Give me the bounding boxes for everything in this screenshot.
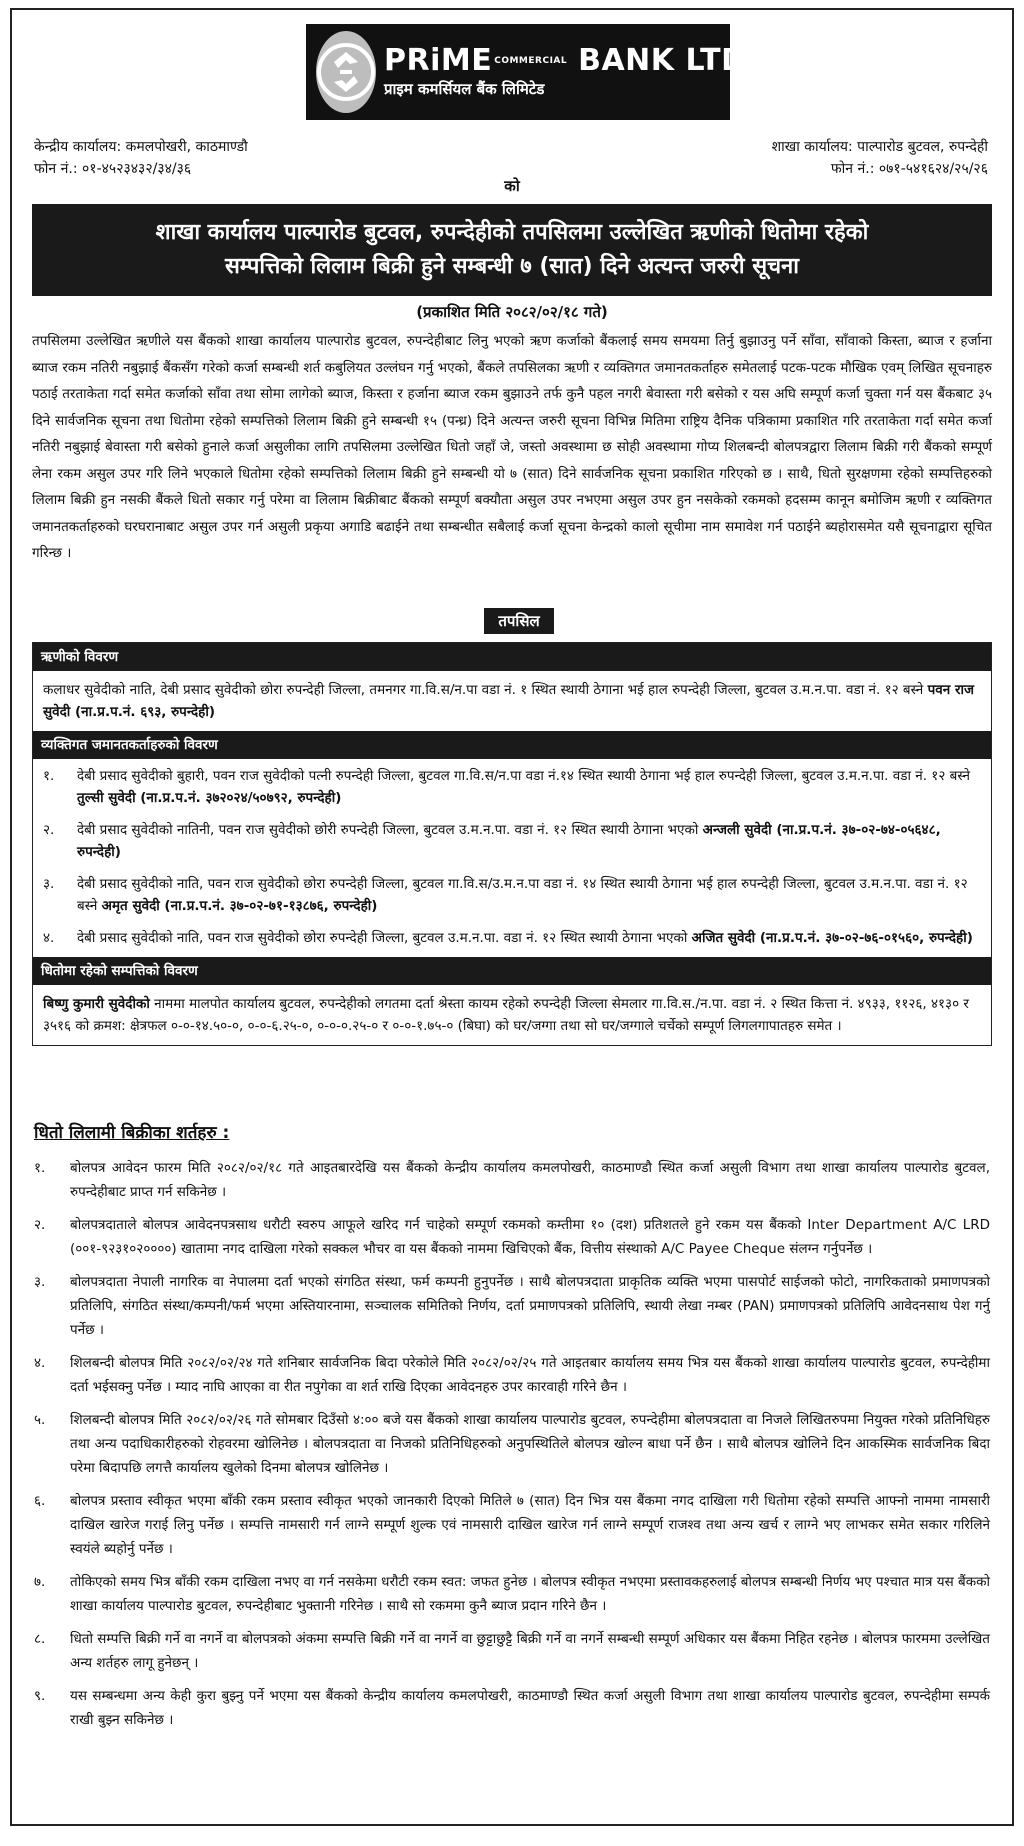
condition-number: ८. bbox=[34, 1631, 46, 1647]
logo-name: PRiME bbox=[384, 43, 493, 78]
guarantor-text bbox=[77, 927, 981, 949]
guarantor-number: १. bbox=[43, 768, 55, 784]
logo-bank: BANK LTD. bbox=[578, 43, 759, 78]
property-text: नाममा मालपोत कार्यालय बुटवल, रुपन्देहीको लगतमा दर्ता श्रेस्ता कायम रहेको रुपन्देही जिल्ला सेमलार गा.वि.स./न.पा. वडा नं. २ स्थित कित्ता नं. ४९३३, ११२६, ४१३० र ३५१६ को क्रमश: क्षेत्रफल ०-०-१४.५०-०, ०-०-६.२५-०, ०-०-०.२५-० र ०-०-१.७५-० (बिघा) को घर/जग्गा तथा सो घर/जग्गाले चर्चेको सम्पूर्ण लिगलगापातहरु समेत । bbox=[43, 996, 969, 1034]
guarantors-heading: व्यक्तिगत जमानतकर्ताहरुको विवरण bbox=[33, 731, 991, 759]
borrower-details bbox=[33, 671, 991, 731]
condition-number: ५. bbox=[34, 1412, 46, 1428]
guarantor-desc: देबी प्रसाद सुवेदीको बुहारी, पवन राज सुवेदीको पत्नी रुपन्देही जिल्ला, बुटवल गा.वि.स/न.पा वडा नं.१४ स्थित स्थायी ठेगाना भई हाल रुपन्देही जिल्ला, बुटवल उ.म.न.पा. वडा नं. १२ बस्ने bbox=[77, 768, 970, 784]
published-date: (प्रकाशित मिति २०८२/०२/१८ गते) bbox=[416, 303, 608, 321]
guarantor-name: अजित सुवेदी (ना.प्र.प.नं. ३७-०२-७६-०१५६०, रुपन्देही) bbox=[691, 930, 973, 946]
guarantors-list bbox=[33, 759, 991, 957]
guarantor-item bbox=[33, 921, 991, 957]
logo-commercial: COMMERCIAL bbox=[494, 56, 568, 66]
condition-number: ३. bbox=[34, 1274, 46, 1290]
notice-title bbox=[32, 204, 992, 296]
notice-title-line2: सम्पत्तिको लिलाम बिक्री हुने सम्बन्धी ७ (सात) दिने अत्यन्त जरुरी सूचना bbox=[225, 254, 799, 279]
condition-number: २. bbox=[34, 1217, 46, 1233]
guarantor-item bbox=[33, 759, 991, 813]
condition-text: शिलबन्दी बोलपत्र मिति २०८२/०२/२४ गते शनिबार सार्वजनिक बिदा परेकोले मिति २०८२/०२/२५ गते आइतबार कार्यालय समय भित्र यस बैंकको शाखा कार्यालय पाल्पारोड बुटवल, रुपन्देहीमा दर्ता भईसक्नु पर्नेछ । म्याद नाघि आएका वा रीत नपुगेका वा शर्त राखि दिएका आवेदनहरु उपर कारवाही गरिने छैन । bbox=[70, 1355, 990, 1395]
guarantor-desc: देबी प्रसाद सुवेदीको नातिनी, पवन राज सुवेदीको छोरी रुपन्देही जिल्ला, बुटवल उ.म.न.पा. वडा नं. १२ स्थित स्थायी ठेगाना भएको bbox=[77, 822, 699, 838]
condition-item bbox=[34, 1213, 990, 1261]
logo-nepali-name: प्राइम कमर्सियल बैंक लिमिटेड bbox=[384, 80, 545, 98]
property-details bbox=[33, 985, 991, 1045]
condition-text: बोलपत्रदाताले बोलपत्र आवेदनपत्रसाथ धरौटी स्वरुप आफूले खरिद गर्न चाहेको सम्पूर्ण रकमको कम्तीमा १० (दश) प्रतिशतले हुने रकम यस बैंकको Inter Department A/C LRD (००१-९२३१०२००००) खातामा नगद दाखिला गरेको सक्कल भौचर वा यस बैंकको नाममा खिचिएको बैंक, वित्तीय संस्थाको A/C Payee Cheque संलग्न गर्नुपर्नेछ । bbox=[70, 1217, 990, 1257]
guarantor-item bbox=[33, 813, 991, 867]
notice-title-line1: शाखा कार्यालय पाल्पारोड बुटवल, रुपन्देहीको तपसिलमा उल्लेखित ऋणीको धितोमा रहेको bbox=[155, 220, 869, 245]
condition-item bbox=[34, 1570, 990, 1618]
central-office-address: केन्द्रीय कार्यालय: कमलपोखरी, काठमाण्डौ bbox=[34, 139, 248, 155]
condition-item bbox=[34, 1270, 990, 1342]
guarantor-item bbox=[33, 867, 991, 921]
logo-emblem-icon bbox=[316, 31, 376, 113]
guarantor-number: २. bbox=[43, 822, 55, 838]
borrower-heading: ऋणीको विवरण bbox=[33, 643, 991, 671]
conditions-list bbox=[34, 1156, 990, 1741]
intro-paragraph: तपसिलमा उल्लेखित ऋणीले यस बैंकको शाखा कार्यालय पाल्पारोड बुटवल, रुपन्देहीबाट लिनु भएको ऋण कर्जाको बैंकलाई समय समयमा तिर्नु बुझाउनु पर्ने साँवा, साँवाको किस्ता, ब्याज र हर्जाना ब्याज रकम नतिरी नबुझाई बैंकसँग गरेको कर्जा सम्बन्धी शर्त कबुलियत उल्लंघन गर्नु भएको, बैंकले तपसिलका ऋणी र व्यक्तिगत जमानतकर्ताहरु समेतलाई पटक-पटक मौखिक एवम् लिखित सूचनाहरु पठाई तरताकेता गर्दा समेत कर्जाको साँवा तथा सोमा लागेको ब्याज, किस्ता र हर्जाना ब्याज रकम बुझाउने तर्फ कुनै पहल नगरी बेवास्ता गरी बसेको र यस अघि सम्पूर्ण कर्जा चुक्ता गर्न यस बैंकबाट ३५ दिने सार्वजनिक सूचना तथा धितोमा रहेको सम्पत्तिको लिलाम बिक्री हुने सम्बन्धी १५ (पन्ध्र) दिने अत्यन्त जरुरी सूचना विभिन्न मितिमा राष्ट्रिय दैनिक पत्रिकामा प्रकाशित गरि तरताकेता गर्दा समेत कर्जा नतिरी नबुझाई बेवास्ता गरी बसेको हुनाले कर्जा असुलीका लागि तपसिलमा उल्लेखित धितो जहाँ जे, जस्तो अवस्थामा छ सोही अवस्थामा गोप्य शिलबन्दी बोलपत्रद्वारा लिलाम बिक्री गरी बैंकको सम्पूर्ण लेना रकम असुल उपर गरि लिने भएकाले धितोमा रहेको सम्पत्तिको लिलाम बिक्री हुने सम्बन्धी यो ७ (सात) दिने सार्वजनिक सूचना प्रकाशित गरिएको छ । साथै, धितो सुरक्षणमा रहेको सम्पत्तिहरुको लिलाम बिक्री हुन नसकी बैंकले धितो सकार गर्नु परेमा वा लिलाम बिक्रीबाट बैंकको सम्पूर्ण बक्यौता असुल उपर नभएमा असुल उपर हुन नसकेको रकमको हदसम्म कानून बमोजिम ऋणी र व्यक्तिगत जमानतकर्ताहरुको घरघरानाबाट असुल उपर गर्न असुली प्रकृया अगाडि बढाईने तथा सम्बन्धीत सबैलाई कर्जा सूचना केन्द्रको कालो सूचीमा नाम समावेश गर्न पठाईने ब्यहोरासमेत यसै सूचनाद्वारा सूचित गरिन्छ । bbox=[32, 333, 992, 561]
condition-number: ७. bbox=[34, 1574, 46, 1590]
logo-text bbox=[384, 44, 758, 100]
conditions-title: धितो लिलामी बिक्रीका शर्तहरु : bbox=[34, 1123, 230, 1143]
guarantor-number: ४. bbox=[43, 930, 55, 946]
condition-text: तोकिएको समय भित्र बाँकी रकम दाखिला नभए वा गर्न नसकेमा धरौटी रकम स्वत: जफत हुनेछ । बोलपत्र स्वीकृत नभएमा प्रस्तावकहरुलाई बोलपत्र सम्बन्धी निर्णय भए पश्चात मात्र यस बैंकको शाखा कार्यालय पाल्पारोड बुटवल, रुपन्देहीबाट भुक्तानी गरिनेछ । साथै सो रकममा कुनै ब्याज प्रदान गरिने छैन । bbox=[70, 1574, 990, 1614]
guarantor-desc: देबी प्रसाद सुवेदीको नाति, पवन राज सुवेदीको छोरा रुपन्देही जिल्ला, बुटवल उ.म.न.पा. वडा नं. १२ स्थित स्थायी ठेगाना भएको bbox=[77, 930, 688, 946]
condition-item bbox=[34, 1156, 990, 1204]
central-office-phone: फोन नं.: ०१-४५२३४३२/३४/३६ bbox=[34, 161, 192, 177]
condition-text: बोलपत्र प्रस्ताव स्वीकृत भएमा बाँकी रकम प्रस्ताव स्वीकृत भएको जानकारी दिएको मितिले ७ (सात) दिन भित्र यस बैंकमा नगद दाखिला गरी धितोमा रहेको सम्पत्ति आफ्नो नाममा नामसारी दाखिल खारेज गराई लिनु पर्नेछ । सम्पत्ति नामसारी गर्न लाग्ने सम्पूर्ण शुल्क एवं नामसारी दाखिल खारेज गर्न लाग्ने सम्पूर्ण राजश्व तथा अन्य खर्च र लाग्ने भए लाभकर समेत सकार गरिलिने स्वयंले ब्यहोर्नु पर्नेछ । bbox=[70, 1493, 990, 1557]
guarantor-text bbox=[77, 765, 981, 809]
bank-logo bbox=[306, 24, 759, 120]
central-office-info bbox=[34, 136, 248, 180]
condition-text: बोलपत्र आवेदन फारम मिति २०८२/०२/१८ गते आइतबारदेखि यस बैंकको केन्द्रीय कार्यालय कमलपोखरी, काठमाण्डौ स्थित कर्जा असुली विभाग तथा शाखा कार्यालय पाल्पारोड बुटवल, रुपन्देहीबाट प्राप्त गर्न सकिनेछ । bbox=[70, 1160, 990, 1200]
branch-office-info bbox=[772, 136, 988, 180]
guarantor-name: अमृत सुवेदी (ना.प्र.प.नं. ३७-०२-७१-१३८७६, रुपन्देही) bbox=[101, 898, 378, 914]
condition-text: यस सम्बन्धमा अन्य केही कुरा बुझ्नु पर्ने भएमा यस बैंकको केन्द्रीय कार्यालय कमलपोखरी, काठमाण्डौ स्थित कर्जा असुली विभाग तथा शाखा कार्यालय पाल्पारोड बुटवल, रुपन्देहीमा सम्पर्क राखी बुझ्न सकिनेछ । bbox=[70, 1688, 990, 1728]
notice-page bbox=[10, 8, 1014, 1826]
guarantor-text bbox=[77, 873, 981, 917]
condition-number: १. bbox=[34, 1160, 46, 1176]
property-owner: बिष्णु कुमारी सुवेदीको bbox=[43, 996, 150, 1012]
condition-text: शिलबन्दी बोलपत्र मिति २०८२/०२/२६ गते सोमबार दिउँसो ४:०० बजे यस बैंकको शाखा कार्यालय पाल्पारोड बुटवल, रुपन्देहीमा बोलपत्रदाता वा निजले लिखितरुपमा नियुक्त गरेको प्रतिनिधिहरु तथा अन्य पदाधिकारीहरुको रोहवरमा खोलिनेछ । बोलपत्रदाता वा निजको प्रतिनिधिहरुको अनुपस्थितिले बोलपत्र खोल्न बाधा पर्ने छैन । साथै बोलपत्र खोलिने दिन आकस्मिक सार्वजनिक बिदा परेमा बिदापछि लगत्तै कार्यालय खुलेको दिनमा बोलपत्र खोलिनेछ । bbox=[70, 1412, 990, 1476]
condition-number: ९. bbox=[34, 1688, 46, 1704]
guarantor-desc: देबी प्रसाद सुवेदीको नाति, पवन राज सुवेदीको छोरा रुपन्देही जिल्ला, बुटवल गा.वि.स/उ.म.न.पा वडा नं. १४ स्थित स्थायी ठेगाना भई हाल रुपन्देही जिल्ला, बुटवल उ.म.न.पा. वडा नं. १२ बस्ने bbox=[77, 876, 968, 914]
condition-item bbox=[34, 1627, 990, 1675]
guarantor-number: ३. bbox=[43, 876, 55, 892]
branch-office-address: शाखा कार्यालय: पाल्पारोड बुटवल, रुपन्देही bbox=[771, 139, 988, 155]
branch-office-phone: फोन नं.: ०७१-५४१६२४/२५/२६ bbox=[830, 161, 988, 177]
details-table bbox=[32, 642, 992, 1046]
condition-item bbox=[34, 1489, 990, 1561]
borrower-text: कलाधर सुवेदीको नाति, देबी प्रसाद सुवेदीको छोरा रुपन्देही जिल्ला, तमनगर गा.वि.स/न.पा वडा नं. १ स्थित स्थायी ठेगाना भई हाल रुपन्देही जिल्ला, बुटवल उ.म.न.पा. वडा नं. १२ बस्ने bbox=[43, 682, 924, 698]
condition-number: ६. bbox=[34, 1493, 46, 1509]
header-ko: को bbox=[504, 177, 520, 195]
guarantor-text bbox=[77, 819, 981, 863]
property-heading: धितोमा रहेको सम्पत्तिको विवरण bbox=[33, 957, 991, 985]
condition-item bbox=[34, 1684, 990, 1732]
tapsil-label: तपसिल bbox=[484, 608, 554, 634]
borrower-name: पवन राज सुवेदी (ना.प्र.प.नं. ६९३, रुपन्देही) bbox=[43, 682, 974, 720]
condition-text: बोलपत्रदाता नेपाली नागरिक वा नेपालमा दर्ता भएको संगठित संस्था, फर्म कम्पनी हुनुपर्नेछ । साथै बोलपत्रदाता प्राकृतिक व्यक्ति भएमा पासपोर्ट साईजको फोटो, नागरिकताको प्रमाणपत्रको प्रतिलिपि, संगठित संस्था/कम्पनी/फर्म भएमा अस्तियारनामा, सञ्चालक समितिको निर्णय, दर्ता प्रमाणपत्रको प्रतिलिपि, स्थायी लेखा नम्बर (PAN) प्रमाणपत्रको प्रतिलिपि आवेदनसाथ पेश गर्नु पर्नेछ । bbox=[70, 1274, 990, 1338]
condition-number: ४. bbox=[34, 1355, 46, 1371]
condition-item bbox=[34, 1351, 990, 1399]
guarantor-name: अन्जली सुवेदी (ना.प्र.प.नं. ३७-०२-७४-०५६४८, रुपन्देही) bbox=[77, 822, 941, 860]
condition-item bbox=[34, 1408, 990, 1480]
condition-text: धितो सम्पत्ति बिक्री गर्ने वा नगर्ने वा बोलपत्रको अंकमा सम्पत्ति बिक्री गर्ने वा नगर्ने वा छुट्टाछुट्टै बिक्री गर्ने वा नगर्ने सम्बन्धी सम्पूर्ण अधिकार यस बैंकमा निहित रहनेछ । बोलपत्र फारममा उल्लेखित अन्य शर्तहरु लागू हुनेछन् । bbox=[70, 1631, 990, 1671]
guarantor-name: तुल्सी सुवेदी (ना.प्र.प.नं. ३७२०२४/५०७९२, रुपन्देही) bbox=[77, 790, 342, 806]
